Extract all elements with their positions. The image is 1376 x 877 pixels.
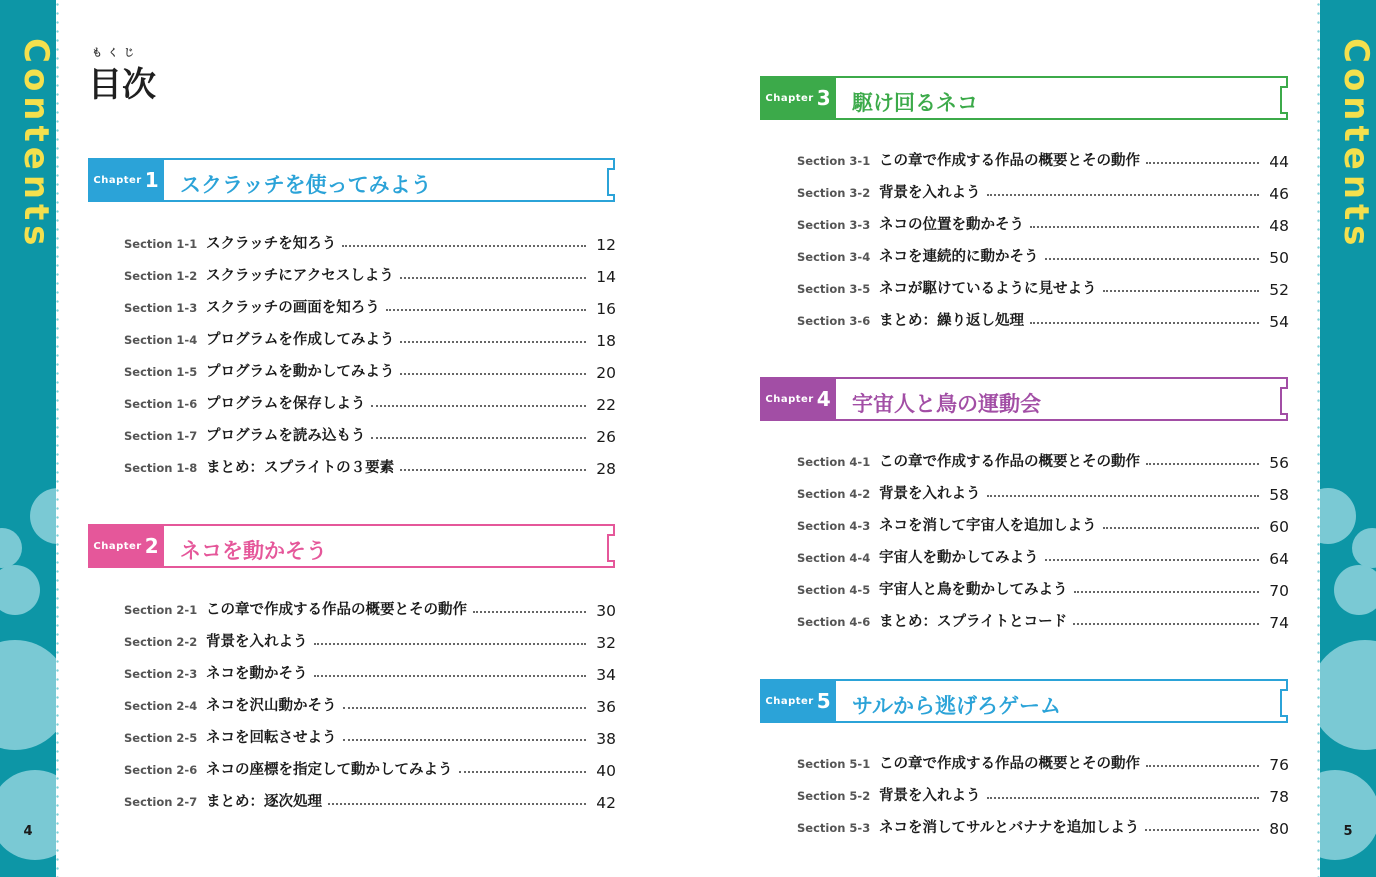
section-title: この章で作成する作品の概要とその動作 — [206, 602, 467, 618]
toc-row[interactable] — [797, 175, 1289, 207]
section-title: プログラムを作成してみよう — [206, 332, 395, 348]
section-number: Section 3-5 — [797, 282, 871, 296]
side-label-left: Contents — [16, 38, 56, 251]
section-title: スクラッチの画面を知ろう — [206, 300, 380, 316]
page-number: 50 — [1269, 249, 1289, 267]
toc-row[interactable] — [797, 143, 1289, 175]
left-side-band — [0, 0, 56, 877]
section-title: スクラッチを知ろう — [206, 236, 337, 252]
section-title: ネコを動かそう — [206, 666, 308, 682]
dot-leader — [386, 309, 586, 311]
section-title: この章で作成する作品の概要とその動作 — [879, 153, 1140, 169]
toc-row[interactable] — [124, 656, 616, 688]
section-title: まとめ：スプライトとコード — [879, 614, 1068, 630]
dot-leader — [314, 643, 587, 645]
toc-row[interactable] — [124, 386, 616, 418]
toc-row[interactable] — [124, 226, 616, 258]
bubble-decoration — [30, 488, 56, 544]
page-number-left: 4 — [23, 824, 33, 839]
right-side-band — [1320, 0, 1376, 877]
section-number: Section 4-6 — [797, 615, 871, 629]
toc-row[interactable] — [124, 322, 616, 354]
page-number: 74 — [1269, 614, 1289, 632]
page-number: 46 — [1269, 185, 1289, 203]
section-number: Section 4-2 — [797, 487, 871, 501]
chapter-3-sections — [797, 143, 1289, 335]
chapter-title: サルから逃げろゲーム — [852, 694, 1061, 718]
chapter-word: Chapter — [93, 174, 142, 186]
section-title: プログラムを読み込もう — [206, 428, 366, 444]
chapter-tag — [760, 76, 836, 120]
page-number: 40 — [596, 762, 616, 780]
page-number: 18 — [596, 332, 616, 350]
dot-leader — [328, 803, 586, 805]
page-number: 30 — [596, 602, 616, 620]
toc-row[interactable] — [797, 508, 1289, 540]
section-title: プログラムを保存しよう — [206, 396, 366, 412]
page-number: 44 — [1269, 153, 1289, 171]
chapter-1-sections — [124, 226, 616, 482]
section-number: Section 3-6 — [797, 314, 871, 328]
page-number: 42 — [596, 794, 616, 812]
dot-leader — [1146, 463, 1259, 465]
section-number: Section 2-1 — [124, 603, 198, 617]
dot-leader — [314, 675, 587, 677]
page-number: 60 — [1269, 518, 1289, 536]
page-number: 52 — [1269, 281, 1289, 299]
section-title: この章で作成する作品の概要とその動作 — [879, 756, 1140, 772]
section-number: Section 3-1 — [797, 154, 871, 168]
section-title: まとめ：スプライトの３要素 — [206, 460, 395, 476]
bubble-decoration — [0, 640, 56, 750]
section-number: Section 1-8 — [124, 461, 198, 475]
section-title: この章で作成する作品の概要とその動作 — [879, 454, 1140, 470]
section-title: スクラッチにアクセスしよう — [206, 268, 394, 284]
chapter-2-sections — [124, 592, 616, 816]
section-number: Section 2-4 — [124, 699, 198, 713]
chapter-tag — [760, 377, 836, 421]
banner-fold — [1280, 689, 1288, 717]
page-number: 14 — [596, 268, 616, 286]
dot-leader — [1146, 162, 1259, 164]
toc-row[interactable] — [797, 810, 1289, 842]
banner-fold — [1280, 86, 1288, 114]
bubble-decoration — [0, 528, 22, 568]
page-number: 76 — [1269, 756, 1289, 774]
bubble-decoration — [1320, 488, 1356, 544]
toc-row[interactable] — [797, 207, 1289, 239]
section-title: 宇宙人を動かしてみよう — [879, 550, 1039, 566]
page-number: 32 — [596, 634, 616, 652]
dot-leader — [1103, 290, 1260, 292]
toc-row[interactable] — [124, 624, 616, 656]
section-number: Section 1-5 — [124, 365, 198, 379]
section-number: Section 3-2 — [797, 186, 871, 200]
page-number: 80 — [1269, 820, 1289, 838]
chapter-title: 宇宙人と鳥の運動会 — [852, 392, 1041, 416]
toc-row[interactable] — [797, 444, 1289, 476]
dotted-edge — [56, 0, 59, 877]
bubble-decoration — [1352, 528, 1376, 568]
dot-leader — [1103, 527, 1260, 529]
section-title: 背景を入れよう — [206, 634, 308, 650]
page-number: 58 — [1269, 486, 1289, 504]
section-title: 背景を入れよう — [879, 788, 981, 804]
bubble-decoration — [1334, 565, 1376, 615]
dot-leader — [400, 341, 586, 343]
section-number: Section 1-7 — [124, 429, 198, 443]
page-number: 56 — [1269, 454, 1289, 472]
section-title: まとめ：逐次処理 — [206, 794, 322, 810]
toc-row[interactable] — [124, 450, 616, 482]
dot-leader — [1146, 765, 1259, 767]
section-title: ネコを沢山動かそう — [206, 698, 337, 714]
toc-row[interactable] — [124, 592, 616, 624]
section-number: Section 1-4 — [124, 333, 198, 347]
chapter-4-banner — [760, 377, 1288, 421]
dot-leader — [343, 707, 587, 709]
dot-leader — [987, 495, 1260, 497]
section-number: Section 1-6 — [124, 397, 198, 411]
chapter-tag — [760, 679, 836, 723]
chapter-word: Chapter — [765, 92, 814, 104]
section-number: Section 4-4 — [797, 551, 871, 565]
chapter-2-banner — [88, 524, 615, 568]
section-title: まとめ：繰り返し処理 — [879, 313, 1024, 329]
banner-fold — [607, 534, 615, 562]
dotted-edge — [1317, 0, 1320, 877]
dot-leader — [371, 437, 586, 439]
dot-leader — [1045, 258, 1260, 260]
page-number: 28 — [596, 460, 616, 478]
toc-row[interactable] — [124, 688, 616, 720]
bubble-decoration — [0, 565, 40, 615]
toc-row[interactable] — [797, 540, 1289, 572]
page-number: 16 — [596, 300, 616, 318]
section-title: ネコの座標を指定して動かしてみよう — [206, 762, 453, 778]
toc-row[interactable] — [124, 418, 616, 450]
dot-leader — [400, 373, 586, 375]
chapter-1-banner — [88, 158, 615, 202]
section-number: Section 3-3 — [797, 218, 871, 232]
dot-leader — [987, 797, 1260, 799]
toc-row[interactable] — [797, 303, 1289, 335]
dot-leader — [473, 611, 586, 613]
chapter-number: 4 — [816, 387, 831, 411]
section-number: Section 4-5 — [797, 583, 871, 597]
page-title-ruby: もくじ — [92, 48, 140, 59]
page-number: 20 — [596, 364, 616, 382]
chapter-tag — [88, 158, 164, 202]
toc-row[interactable] — [124, 258, 616, 290]
page-number: 22 — [596, 396, 616, 414]
dot-leader — [459, 771, 587, 773]
toc-row[interactable] — [797, 271, 1289, 303]
section-number: Section 1-2 — [124, 269, 198, 283]
page-number: 70 — [1269, 582, 1289, 600]
page-number: 48 — [1269, 217, 1289, 235]
section-title: ネコを回転させよう — [206, 730, 337, 746]
section-number: Section 2-7 — [124, 795, 198, 809]
page-number: 38 — [596, 730, 616, 748]
section-title: ネコを連続的に動かそう — [879, 249, 1039, 265]
page-number: 36 — [596, 698, 616, 716]
chapter-number: 5 — [816, 689, 831, 713]
chapter-number: 1 — [144, 168, 159, 192]
dot-leader — [1045, 559, 1260, 561]
section-number: Section 4-3 — [797, 519, 871, 533]
dot-leader — [343, 739, 587, 741]
side-label-right: Contents — [1336, 38, 1376, 251]
section-number: Section 5-1 — [797, 757, 871, 771]
bubble-decoration — [1320, 770, 1376, 860]
chapter-title: スクラッチを使ってみよう — [180, 173, 432, 197]
dot-leader — [371, 405, 586, 407]
chapter-word: Chapter — [765, 393, 814, 405]
chapter-title: ネコを動かそう — [180, 539, 327, 563]
page-title — [88, 44, 156, 106]
page-number-right: 5 — [1343, 824, 1353, 839]
chapter-word: Chapter — [765, 695, 814, 707]
chapter-word: Chapter — [93, 540, 142, 552]
dot-leader — [987, 194, 1260, 196]
dot-leader — [1073, 623, 1259, 625]
dot-leader — [1030, 322, 1259, 324]
section-number: Section 5-2 — [797, 789, 871, 803]
dot-leader — [1030, 226, 1259, 228]
toc-row[interactable] — [797, 778, 1289, 810]
section-number: Section 2-2 — [124, 635, 198, 649]
section-number: Section 1-1 — [124, 237, 198, 251]
section-title: プログラムを動かしてみよう — [206, 364, 395, 380]
section-title: 背景を入れよう — [879, 185, 981, 201]
toc-row[interactable] — [124, 290, 616, 322]
section-title: ネコを消してサルとバナナを追加しよう — [879, 820, 1140, 836]
section-number: Section 2-3 — [124, 667, 198, 681]
section-title: 宇宙人と鳥を動かしてみよう — [879, 582, 1068, 598]
chapter-tag — [88, 524, 164, 568]
toc-row[interactable] — [124, 784, 616, 816]
toc-row[interactable] — [124, 354, 616, 386]
chapter-number: 2 — [144, 534, 159, 558]
toc-row[interactable] — [797, 476, 1289, 508]
bubble-decoration — [0, 770, 56, 860]
section-title: 背景を入れよう — [879, 486, 981, 502]
dot-leader — [400, 469, 586, 471]
section-number: Section 4-1 — [797, 455, 871, 469]
bubble-decoration — [1320, 640, 1376, 750]
page-number: 54 — [1269, 313, 1289, 331]
chapter-3-banner — [760, 76, 1288, 120]
section-number: Section 5-3 — [797, 821, 871, 835]
dot-leader — [400, 277, 586, 279]
dot-leader — [1074, 591, 1260, 593]
page-title-text: 目次 — [88, 65, 156, 105]
page-number: 78 — [1269, 788, 1289, 806]
dot-leader — [1145, 829, 1259, 831]
toc-row[interactable] — [124, 752, 616, 784]
page-number: 12 — [596, 236, 616, 254]
chapter-number: 3 — [816, 86, 831, 110]
toc-row[interactable] — [797, 572, 1289, 604]
dot-leader — [342, 245, 586, 247]
chapter-4-sections — [797, 444, 1289, 636]
chapter-title: 駆け回るネコ — [852, 91, 978, 115]
section-title: ネコを消して宇宙人を追加しよう — [879, 518, 1097, 534]
page-number: 64 — [1269, 550, 1289, 568]
toc-row[interactable] — [797, 746, 1289, 778]
banner-fold — [607, 168, 615, 196]
chapter-5-banner — [760, 679, 1288, 723]
toc-row[interactable] — [797, 604, 1289, 636]
section-number: Section 2-5 — [124, 731, 198, 745]
page-number: 34 — [596, 666, 616, 684]
section-number: Section 2-6 — [124, 763, 198, 777]
section-number: Section 1-3 — [124, 301, 198, 315]
chapter-5-sections — [797, 746, 1289, 842]
banner-fold — [1280, 387, 1288, 415]
toc-row[interactable] — [124, 720, 616, 752]
page-number: 26 — [596, 428, 616, 446]
toc-row[interactable] — [797, 239, 1289, 271]
section-title: ネコが駆けているように見せよう — [879, 281, 1097, 297]
section-title: ネコの位置を動かそう — [879, 217, 1024, 233]
section-number: Section 3-4 — [797, 250, 871, 264]
